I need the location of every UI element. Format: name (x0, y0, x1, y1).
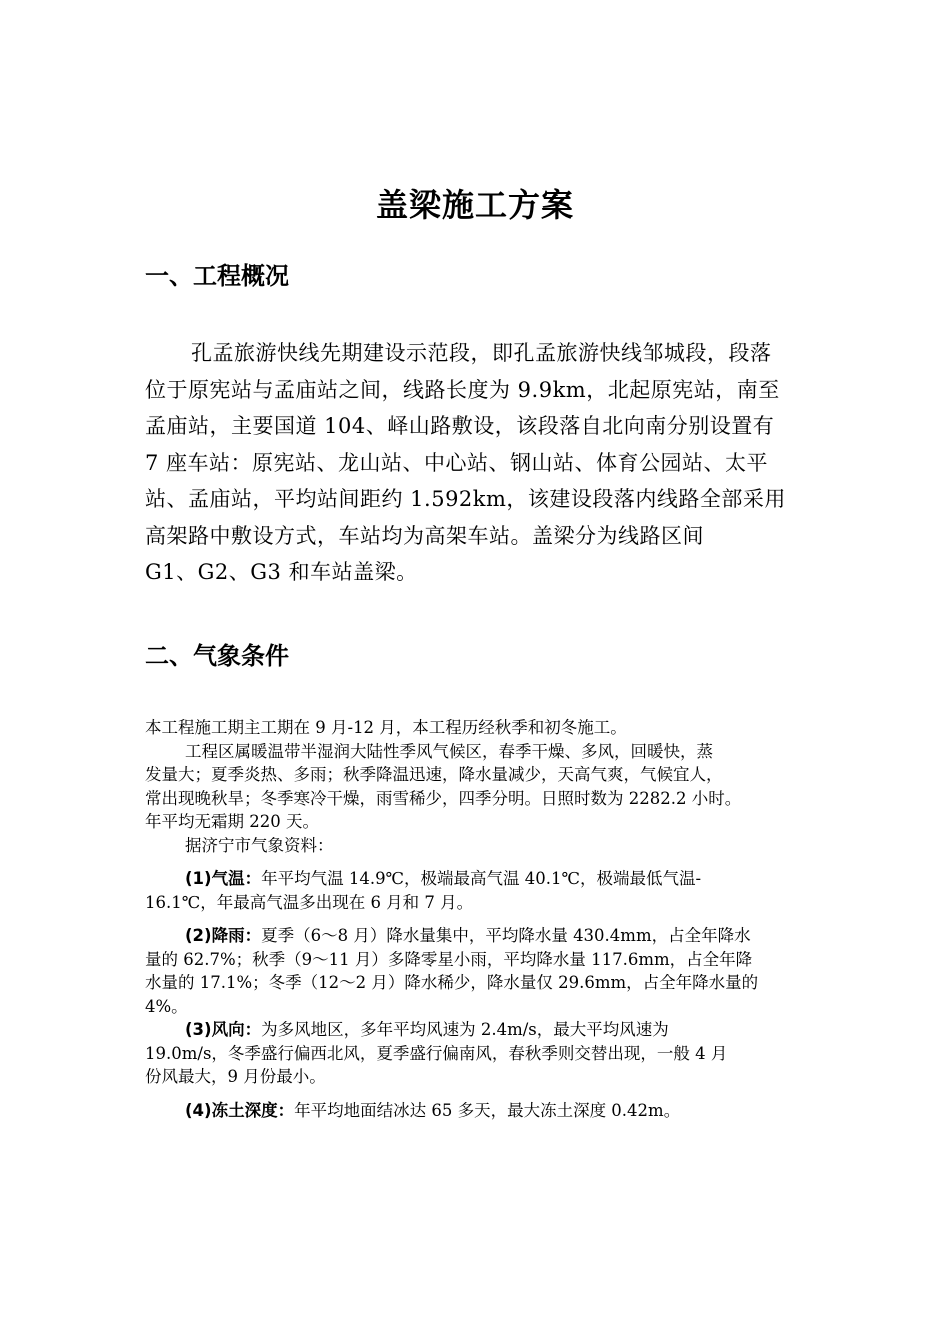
overview-line: 高架路中敷设方式，车站均为高架车站。盖梁分为线路区间 (145, 523, 704, 548)
overview-line: 孔孟旅游快线先期建设示范段，即孔孟旅游快线邹城段，段落 (191, 341, 772, 365)
data-source-line: 据济宁市气象资料： (185, 835, 334, 855)
overview-line: 孟庙站，主要国道 104、峄山路敷设，该段落自北向南分别设置有 (145, 414, 775, 438)
overview-line: 位于原宪站与孟庙站之间，线路长度为 9.9km，北起原宪站，南至 (145, 377, 780, 402)
temperature-label: (1)气温： (185, 869, 262, 888)
document-title: 盖梁施工方案 (375, 186, 574, 224)
rainfall-label: (2)降雨： (185, 926, 262, 945)
temperature-text: 年平均气温 14.9℃，极端最高气温 40.1℃，极端最低气温- (261, 869, 702, 888)
section-heading-climate: 二、气象条件 (145, 642, 289, 670)
rainfall-item (145, 924, 825, 948)
rainfall-text-line: 量的 62.7%；秋季（9～11 月）多降零星小雨，平均降水量 117.6mm，占全年降 (145, 949, 753, 969)
overview-line: 7 座车站：原宪站、龙山站、中心站、钢山站、体育公园站、太平 (145, 450, 769, 475)
temperature-text-line: 16.1℃，年最高气温多出现在 6 月和 7 月。 (145, 892, 474, 912)
rainfall-text-line: 水量的 17.1%；冬季（12～2 月）降水稀少，降水量仅 29.6mm，占全年降水量的 (145, 973, 759, 992)
wind-text-line: 19.0m/s，冬季盛行偏西北风，夏季盛行偏南风，春秋季则交替出现，一般 4 月 (145, 1043, 728, 1063)
climate-region-line: 工程区属暖温带半湿润大陆性季风气候区，春季干燥、多风，回暖快，蒸 (185, 741, 713, 761)
temperature-item (145, 867, 825, 891)
frozen-soil-item (145, 1099, 825, 1123)
climate-section-body (145, 716, 825, 1122)
section-heading-overview: 一、工程概况 (145, 262, 289, 290)
overview-line: 站、孟庙站，平均站间距约 1.592km，该建设段落内线路全部采用 (145, 487, 786, 511)
frozen-soil-label: (4)冻土深度： (185, 1100, 295, 1120)
frozen-soil-text: 年平均地面结冰达 65 多天，最大冻土深度 0.42m。 (294, 1100, 681, 1120)
overview-line: G1、G2、G3 和车站盖梁。 (145, 560, 418, 584)
wind-text-line: 份风最大，9 月份最小。 (145, 1067, 326, 1086)
climate-region-line: 常出现晚秋旱；冬季寒冷干燥，雨雪稀少，四季分明。日照时数为 2282.2 小时。 (145, 788, 742, 808)
project-overview-paragraph (145, 335, 805, 591)
rainfall-text-line: 4%。 (145, 996, 188, 1016)
construction-period-line: 本工程施工期主工期在 9 月-12 月，本工程历经秋季和初冬施工。 (145, 718, 627, 737)
climate-region-line: 发量大；夏季炎热、多雨；秋季降温迅速，降水量减少，天高气爽，气候宜人， (145, 765, 723, 784)
wind-label: (3)风向： (185, 1020, 262, 1039)
wind-text: 为多风地区，多年平均风速为 2.4m/s，最大平均风速为 (261, 1020, 669, 1039)
rainfall-text: 夏季（6～8 月）降水量集中，平均降水量 430.4mm，占全年降水 (261, 926, 751, 945)
climate-region-line: 年平均无霜期 220 天。 (145, 812, 319, 831)
wind-item (145, 1018, 825, 1042)
